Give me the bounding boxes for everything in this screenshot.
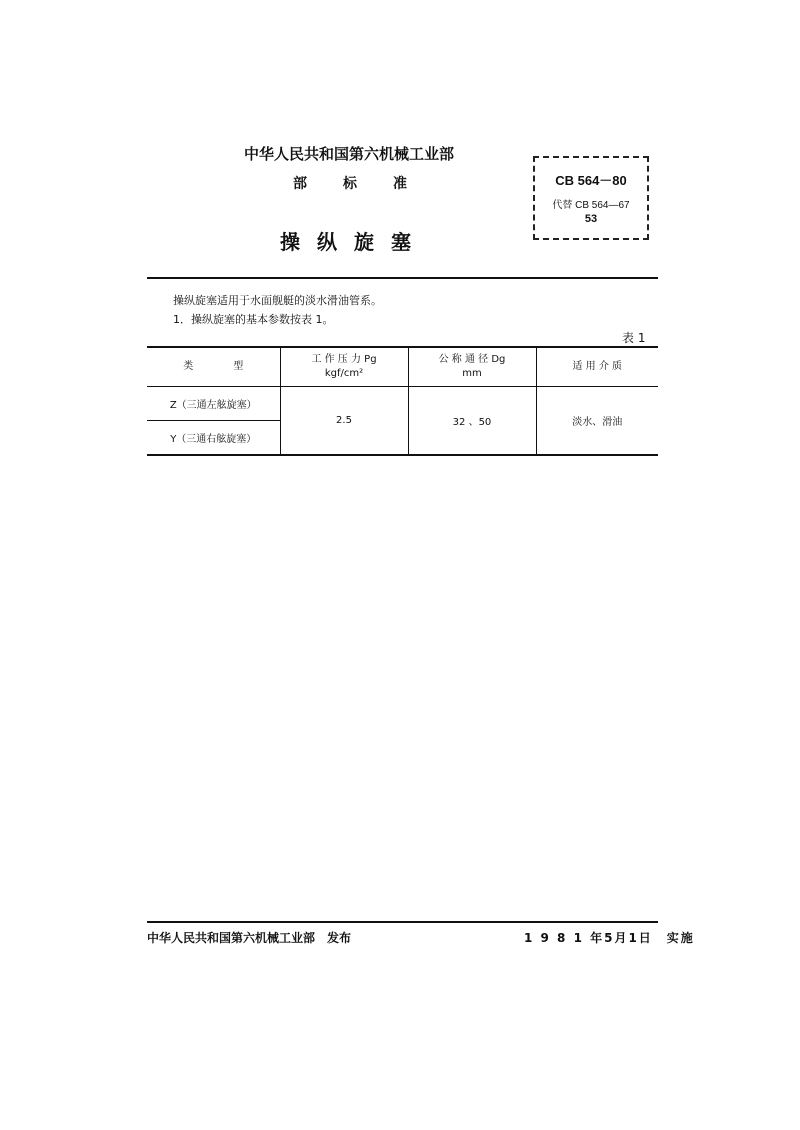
title-char: 操	[280, 230, 300, 254]
standard-type-char: 部	[293, 176, 307, 192]
effective-date-line: 1 9 8 1 年5月1日 实施	[524, 931, 695, 945]
header-diameter	[408, 347, 536, 387]
footer-divider	[147, 921, 658, 923]
type-cell: Y（三通右舷旋塞）	[170, 433, 257, 445]
title-char: 塞	[391, 230, 411, 254]
table-label: 表 1	[622, 331, 646, 345]
standard-type-char: 标	[343, 176, 357, 192]
standard-type-char: 准	[393, 176, 407, 192]
type-cell: Z（三通左舷旋塞）	[147, 387, 280, 421]
diameter-cell: 32 、50	[408, 387, 536, 455]
standard-code: CB 564－80	[555, 173, 627, 188]
standard-type	[293, 173, 443, 193]
header-pressure	[280, 347, 408, 387]
title-char: 纵	[317, 230, 337, 254]
medium-cell: 淡水、滑油	[536, 387, 658, 455]
ministry-name: 中华人民共和国第六机械工业部	[244, 145, 455, 163]
header-pressure-unit: kgf/cm²	[324, 368, 364, 379]
title-char: 旋	[354, 230, 374, 254]
header-type: 类 型	[147, 347, 280, 387]
header-diameter-unit: mm	[462, 368, 482, 379]
header-medium: 适 用 介 质	[536, 347, 658, 387]
document-title	[280, 226, 428, 255]
standard-code-box	[533, 156, 649, 240]
publisher-line: 中华人民共和国第六机械工业部 发布	[147, 931, 352, 945]
header-pressure-label: 工 作 压 力 Pg	[311, 354, 377, 365]
clause-1-paragraph: 1．操纵旋塞的基本参数按表 1。	[173, 313, 334, 326]
parameter-table	[147, 346, 658, 456]
scope-paragraph: 操纵旋塞适用于水面舰艇的淡水滑油管系。	[173, 294, 382, 307]
table-row	[147, 387, 658, 421]
header-diameter-label: 公 称 通 径 Dg	[438, 354, 506, 365]
table-header-row	[147, 347, 658, 387]
header-divider	[147, 277, 658, 279]
standard-number: 53	[584, 213, 598, 225]
pressure-cell: 2.5	[280, 387, 408, 455]
replaces-code: 代替 CB 564—67	[552, 200, 630, 211]
